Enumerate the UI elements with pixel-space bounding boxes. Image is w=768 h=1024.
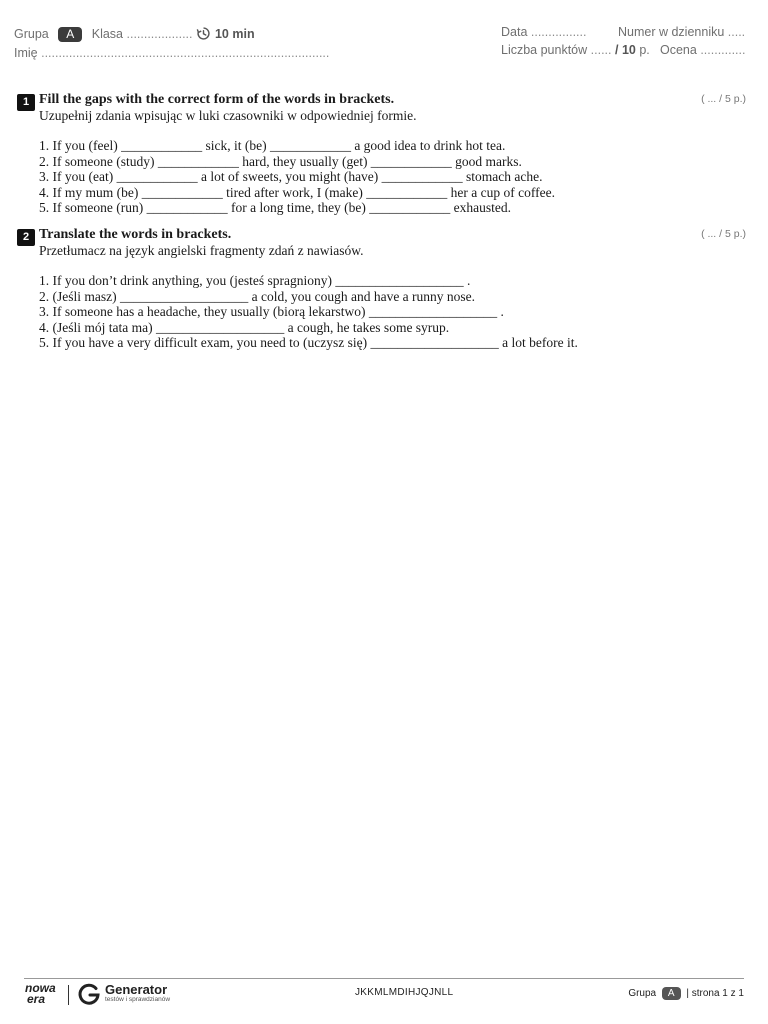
task-subtitle: Przetłumacz na język angielski fragmenty zdań z nawiasów. bbox=[39, 243, 364, 258]
clock-icon bbox=[196, 26, 211, 44]
points-dots: ...... bbox=[590, 43, 612, 57]
journal-dots: ..... bbox=[727, 25, 746, 39]
task-title: Translate the words in brackets. bbox=[39, 227, 232, 242]
header-grade-row bbox=[660, 43, 745, 57]
task-number: 2 bbox=[17, 229, 35, 246]
nowa-era-logo bbox=[25, 983, 61, 1007]
task-items bbox=[39, 273, 747, 351]
task-1 bbox=[17, 92, 747, 216]
task-item: 5. If someone (run) ____________ for a long time, they (be) ____________ exhausted. bbox=[39, 200, 512, 215]
header-journal-row bbox=[618, 25, 745, 39]
task-points: ( ... / 5 p.) bbox=[701, 228, 746, 240]
generator-title: Generator bbox=[105, 982, 168, 997]
date-label: Data bbox=[501, 25, 528, 39]
grade-dots: ............. bbox=[700, 43, 746, 57]
task-subtitle: Uzupełnij zdania wpisując w luki czasowniki w odpowiedniej formie. bbox=[39, 108, 417, 123]
page-info bbox=[628, 987, 744, 1000]
generator-subtitle: testów i sprawdzianów bbox=[105, 996, 171, 1003]
task-item: 4. If my mum (be) ____________ tired after work, I (make) ____________ her a cup of coffee. bbox=[39, 184, 555, 200]
time-limit: 10 min bbox=[214, 27, 255, 41]
footer-group-label: Grupa bbox=[628, 988, 657, 999]
task-item: 2. If someone (study) ____________ hard, they usually (get) ____________ good marks. bbox=[39, 153, 522, 169]
footer-divider bbox=[24, 978, 744, 979]
name-label: Imię bbox=[14, 46, 38, 60]
test-code: JKKMLMDIHJQJNLL bbox=[355, 987, 454, 998]
logo-separator bbox=[68, 985, 69, 1005]
logo-era-text: era bbox=[27, 992, 46, 1006]
grade-label: Ocena bbox=[660, 43, 697, 57]
footer-group-badge: A bbox=[662, 987, 681, 1000]
points-max: 10 bbox=[621, 43, 636, 57]
header-points-row bbox=[501, 43, 650, 57]
header-group-row bbox=[14, 26, 255, 44]
task-item: 4. (Jeśli mój tata ma) ___________________ a cough, he takes some syrup. bbox=[39, 319, 450, 335]
logo-nowa-text: nowa bbox=[25, 981, 56, 995]
task-title: Fill the gaps with the correct form of the words in brackets. bbox=[39, 92, 395, 107]
task-item: 2. (Jeśli masz) ___________________ a cold, you cough and have a runny nose. bbox=[39, 288, 476, 304]
points-sep: / bbox=[614, 43, 619, 57]
task-item: 1. If you (feel) ____________ sick, it (be) ____________ a good idea to drink hot tea. bbox=[39, 138, 506, 153]
task-item: 3. If you (eat) ____________ a lot of sweets, you might (have) ____________ stomach ache. bbox=[39, 169, 543, 184]
points-unit: p. bbox=[639, 43, 650, 57]
task-items bbox=[39, 138, 747, 216]
journal-label: Numer w dzienniku bbox=[618, 25, 725, 39]
page-number: | strona 1 z 1 bbox=[686, 988, 744, 999]
date-dots: ................ bbox=[530, 25, 587, 39]
task-points: ( ... / 5 p.) bbox=[701, 93, 746, 105]
class-label: Klasa bbox=[91, 27, 124, 41]
task-item: 1. If you don’t drink anything, you (jesteś spragniony) ___________________ . bbox=[39, 273, 471, 288]
generator-g-icon bbox=[77, 982, 101, 1011]
header-date-row bbox=[501, 25, 586, 39]
task-item: 5. If you have a very difficult exam, you need to (uczysz się) ___________________ a lot before it. bbox=[39, 335, 578, 350]
task-2 bbox=[17, 227, 747, 351]
name-dots: ................................................................................... bbox=[41, 46, 330, 60]
points-label: Liczba punktów bbox=[501, 43, 588, 57]
group-badge: A bbox=[58, 27, 82, 42]
task-number: 1 bbox=[17, 94, 35, 111]
header-name-row bbox=[14, 46, 329, 60]
task-item: 3. If someone has a headache, they usually (biorą lekarstwo) ___________________ . bbox=[39, 304, 504, 319]
class-dots: ................... bbox=[126, 27, 193, 41]
group-label: Grupa bbox=[14, 27, 49, 41]
